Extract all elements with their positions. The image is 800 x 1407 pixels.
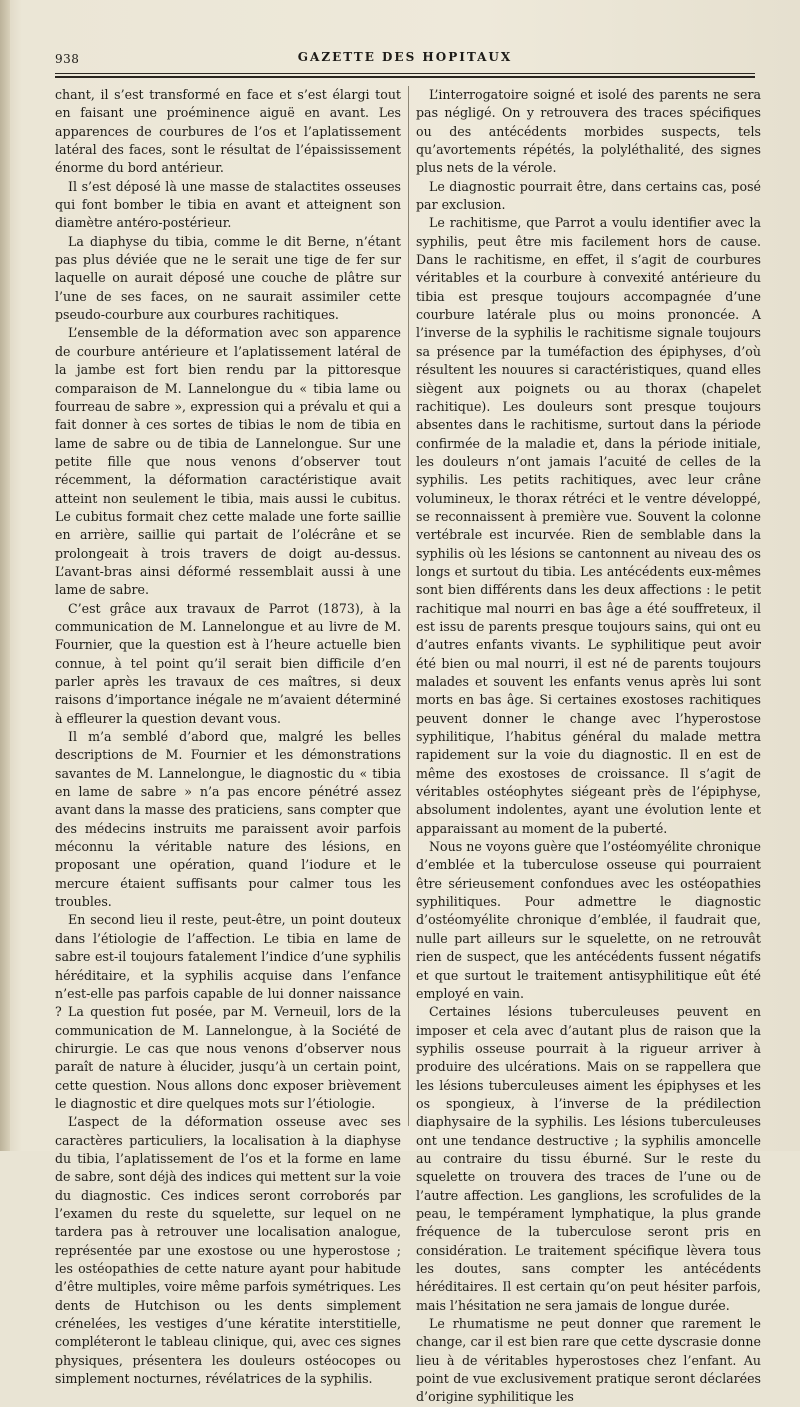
header-rule-thick [55, 76, 755, 78]
page-number: 938 [55, 52, 80, 66]
paragraph: L’ensemble de la déformation avec son apparence de courbure antérieure et l’aplatissement latéral de la jambe est fort bien rendu par la pittoresque comparaison de M. Lannelongue du « tibia lame ou fourreau de sabre », expression qui a prévalu et qui a fait donner à ces sortes de tibias le nom de tibia en lame de sabre ou de tibia de Lannelongue. Sur une petite fille que nous venons d’observer tout récemment, la déformation caractéristique avait atteint non seulement le tibia, mais aussi le cubitus. Le cubitus formait chez cette malade une forte saillie en arrière, saillie qui partait de l’olécrâne et se prolongeait à trois travers de doigt au-dessus. L’avant-bras ainsi déformé ressemblait aussi à une lame de sabre. [55, 325, 401, 598]
column-divider [408, 86, 409, 1126]
paragraph: Certaines lésions tuberculeuses peuvent en imposer et cela avec d’autant plus de raison que la syphilis osseuse pourrait à la rigueur arriver à produire des ulcérations. Mais on se rappellera que les lésions tuberculeuses aiment les épiphyses et les os spongieux, à l’inverse de la prédilection diaphysaire de la syphilis. Les lésions tuberculeuses ont une tendance destructive ; la syphilis amoncelle au contraire du tissu éburné. Sur le reste du squelette on trouvera des traces de l’une ou de l’autre affection. Les ganglions, les scrofulides de la peau, le tempérament lymphatique, la plus grande fréquence de la tuberculose seront pris en considération. Le traitement spécifique lèvera tous les doutes, sans compter les antécédents héréditaires. Il est certain qu’on peut hésiter parfois, mais l’hésitation ne sera jamais de longue durée. [416, 1004, 761, 1313]
paragraph: L’interrogatoire soigné et isolé des parents ne sera pas négligé. On y retrouvera des traces spécifiques ou des antécédents morbides suspects, tels qu’avortements répétés, la polyléthalité, des signes plus nets de la vérole. [416, 87, 761, 176]
right-column [416, 86, 761, 1407]
paragraph: La diaphyse du tibia, comme le dit Berne, n’étant pas plus déviée que ne le serait une tige de fer sur laquelle on aurait déposé une couche de plâtre sur l’une de ses faces, on ne saurait assimiler cette pseudo-courbure aux courbures rachitiques. [55, 233, 401, 323]
paragraph: chant, il s’est transformé en face et s’est élargi tout en faisant une proéminence aiguë en avant. Les apparences de courbures de l’os et l’aplatissement latéral des faces, sont le résultat de l’épaississement énorme du bord antérieur. [55, 87, 401, 176]
header-rule [55, 73, 755, 74]
running-title: GAZETTE DES HOPITAUX [297, 50, 513, 64]
paragraph: Le diagnostic pourrait être, dans certains cas, posé par exclusion. [416, 178, 761, 213]
left-column [55, 86, 401, 1388]
paragraph: L’aspect de la déformation osseuse avec ses caractères particuliers, la localisation à la diaphyse du tibia, l’aplatissement de l’os et la forme en lame de sabre, sont déjà des indices qui mettent sur la voie du diagnostic. Ces indices seront corroborés par l’examen du reste du squelette, sur lequel on ne tardera pas à retrouver une localisation analogue, représentée par une exostose ou une hyperostose ; les ostéopathies de cette nature ayant pour habitude d’être multiples, voire même parfois symétriques. Les dents de Hutchison ou les dents simplement crénelées, les vestiges d’une kératite interstitielle, compléteront le tableau clinique, qui, avec ces signes physiques, présentera les douleurs ostéocopes ou simplement nocturnes, révélatrices de la syphilis. [55, 1114, 401, 1387]
page-header [55, 48, 755, 72]
paragraph: Nous ne voyons guère que l’ostéomyélite chronique d’emblée et la tuberculose osseuse qui pourraient être sérieusement confondues avec les ostéopathies syphilitiques. Pour admettre le diagnostic d’ostéomyélite chronique d’emblée, il faudrait que, nulle part ailleurs sur le squelette, on ne retrouvât rien de suspect, que les antécédents fussent négatifs et que surtout le traitement antisyphilitique eût été employé en vain. [416, 839, 761, 1001]
paragraph: Le rachitisme, que Parrot a voulu identifier avec la syphilis, peut être mis facilement hors de cause. Dans le rachitisme, en effet, il s’agit de courbures véritables et la courbure à convexité antérieure du tibia est presque toujours accompagnée d’une courbure latérale plus ou moins prononcée. A l’inverse de la syphilis le rachitisme signale toujours sa présence par la tuméfaction des épiphyses, d’où résultent les nouures si caractéristiques, quand elles siègent aux poignets ou au thorax (chapelet rachitique). Les douleurs sont presque toujours absentes dans le rachitisme, surtout dans la période confirmée de la maladie et, dans la période initiale, les douleurs n’ont jamais l’acuité de celles de la syphilis. Les petits rachitiques, avec leur crâne volumineux, le thorax rétréci et le ventre développé, se reconnaissent à première vue. Souvent la colonne vertébrale est incurvée. Rien de semblable dans la syphilis où les lésions se cantonnent au niveau des os longs et surtout du tibia. Les antécédents eux-mêmes sont bien différents dans les deux affections : le petit rachitique mal nourri en bas âge a été souffreteux, il est issu de parents presque toujours sains, qui ont eu d’autres enfants vivants. Le syphilitique peut avoir été bien ou mal nourri, il est né de parents toujours malades et souvent les enfants venus après lui sont morts en bas âge. Si certaines exostoses rachitiques peuvent donner le change avec l’hyperostose syphilitique, l’habitus général du malade mettra rapidement sur la voie du diagnostic. Il en est de même des exostoses de croissance. Il s’agit de véritables ostéophytes siégeant près de l’épiphyse, absolument indolentes, ayant une évolution lente et apparaissant au moment de la puberté. [416, 215, 761, 836]
paragraph: Il m’a semblé d’abord que, malgré les belles descriptions de M. Fournier et les démonstrations savantes de M. Lannelongue, le diagnostic du « tibia en lame de sabre » n’a pas encore pénétré assez avant dans la masse des praticiens, sans compter que des médecins instruits me paraissent avoir parfois méconnu la véritable nature des lésions, en proposant une opération, quand l’iodure et le mercure étaient suffisants pour calmer tous les troubles. [55, 729, 401, 910]
paragraph: En second lieu il reste, peut-être, un point douteux dans l’étiologie de l’affection. Le tibia en lame de sabre est-il toujours fatalement l’indice d’une syphilis héréditaire, et la syphilis acquise dans l’enfance n’est-elle pas parfois capable de lui donner naissance ? La question fut posée, par M. Verneuil, lors de la communication de M. Lannelongue, à la Société de chirurgie. Le cas que nous venons d’observer nous paraît de nature à élucider, jusqu’à un certain point, cette question. Nous allons donc exposer brièvement le diagnostic et dire quelques mots sur l’étiologie. [55, 912, 401, 1111]
paragraph: Il s’est déposé là une masse de stalactites osseuses qui font bomber le tibia en avant et atteignent son diamètre antéro-postérieur. [55, 178, 401, 231]
paragraph: C’est grâce aux travaux de Parrot (1873), à la communication de M. Lannelongue et au livre de M. Fournier, que la question est à l’heure actuelle bien connue, à tel point qu’il serait bien difficile d’en parler après les travaux de ces maîtres, si deux raisons d’importance inégale ne m’avaient déterminé à effleurer la question devant vous. [55, 600, 401, 726]
paragraph: Le rhumatisme ne peut donner que rarement le change, car il est bien rare que cette dyscrasie donne lieu à de véritables hyperostoses chez l’enfant. Au point de vue exclusivement pratique seront déclarées d’origine syphilitique les [416, 1316, 761, 1405]
binding-edge [0, 0, 10, 1151]
